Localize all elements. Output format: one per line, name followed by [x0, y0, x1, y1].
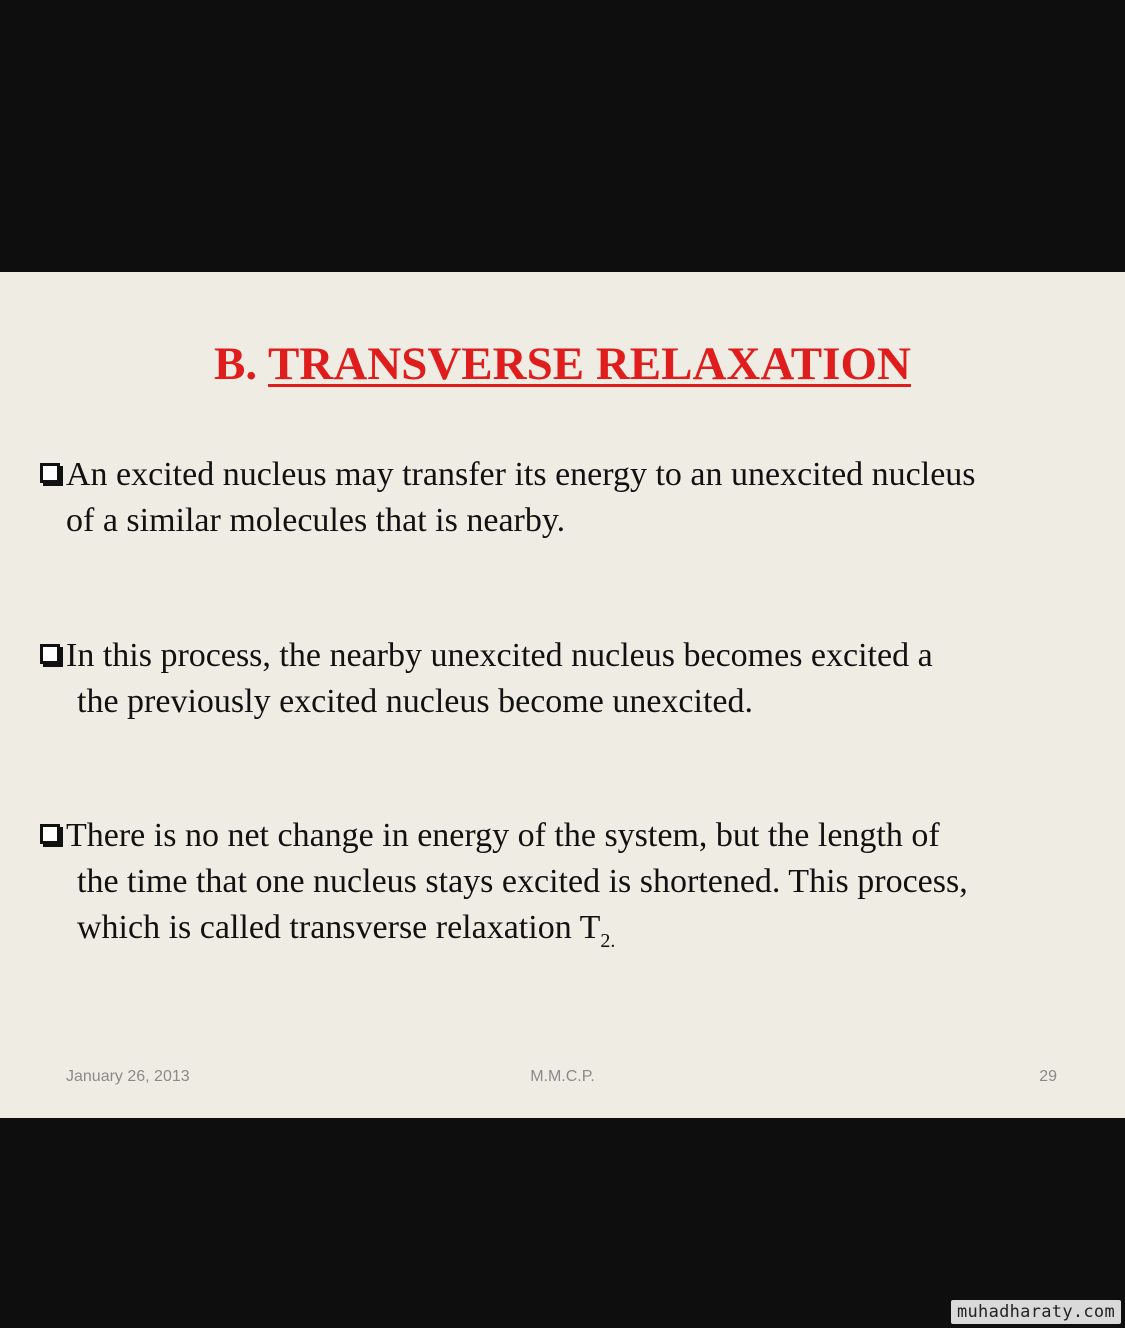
footer-center: M.M.C.P. [530, 1068, 595, 1085]
checkbox-icon [40, 824, 60, 844]
slide-title [0, 334, 1125, 394]
title-prefix: B. [214, 338, 258, 390]
bullet-3-line-3: which is called transverse relaxation T [77, 909, 601, 946]
bullet-1 [40, 452, 1110, 544]
footer-date: January 26, 2013 [66, 1068, 190, 1085]
bullet-3-line-2: the time that one nucleus stays excited is shortened. This process, [77, 863, 968, 900]
title-heading: TRANSVERSE RELAXATION [268, 338, 911, 390]
watermark: muhadharaty.com [951, 1300, 1121, 1324]
bullet-3-line-1: There is no net change in energy of the system, but the length of [66, 817, 940, 854]
bullet-2-line-2: the previously excited nucleus become unexcited. [77, 683, 753, 720]
footer-page-number: 29 [1039, 1068, 1057, 1085]
bullet-1-line-1: An excited nucleus may transfer its energy to an unexcited nucleus [66, 456, 976, 493]
checkbox-icon [40, 463, 60, 483]
checkbox-icon [40, 644, 60, 664]
slide [0, 272, 1125, 1118]
bullet-3 [40, 813, 1110, 964]
bullet-1-line-2: of a similar molecules that is nearby. [66, 502, 566, 539]
bullet-2 [40, 633, 1110, 725]
bullet-2-line-1: In this process, the nearby unexcited nucleus becomes excited a [66, 637, 933, 674]
subscript: 2. [600, 930, 616, 952]
